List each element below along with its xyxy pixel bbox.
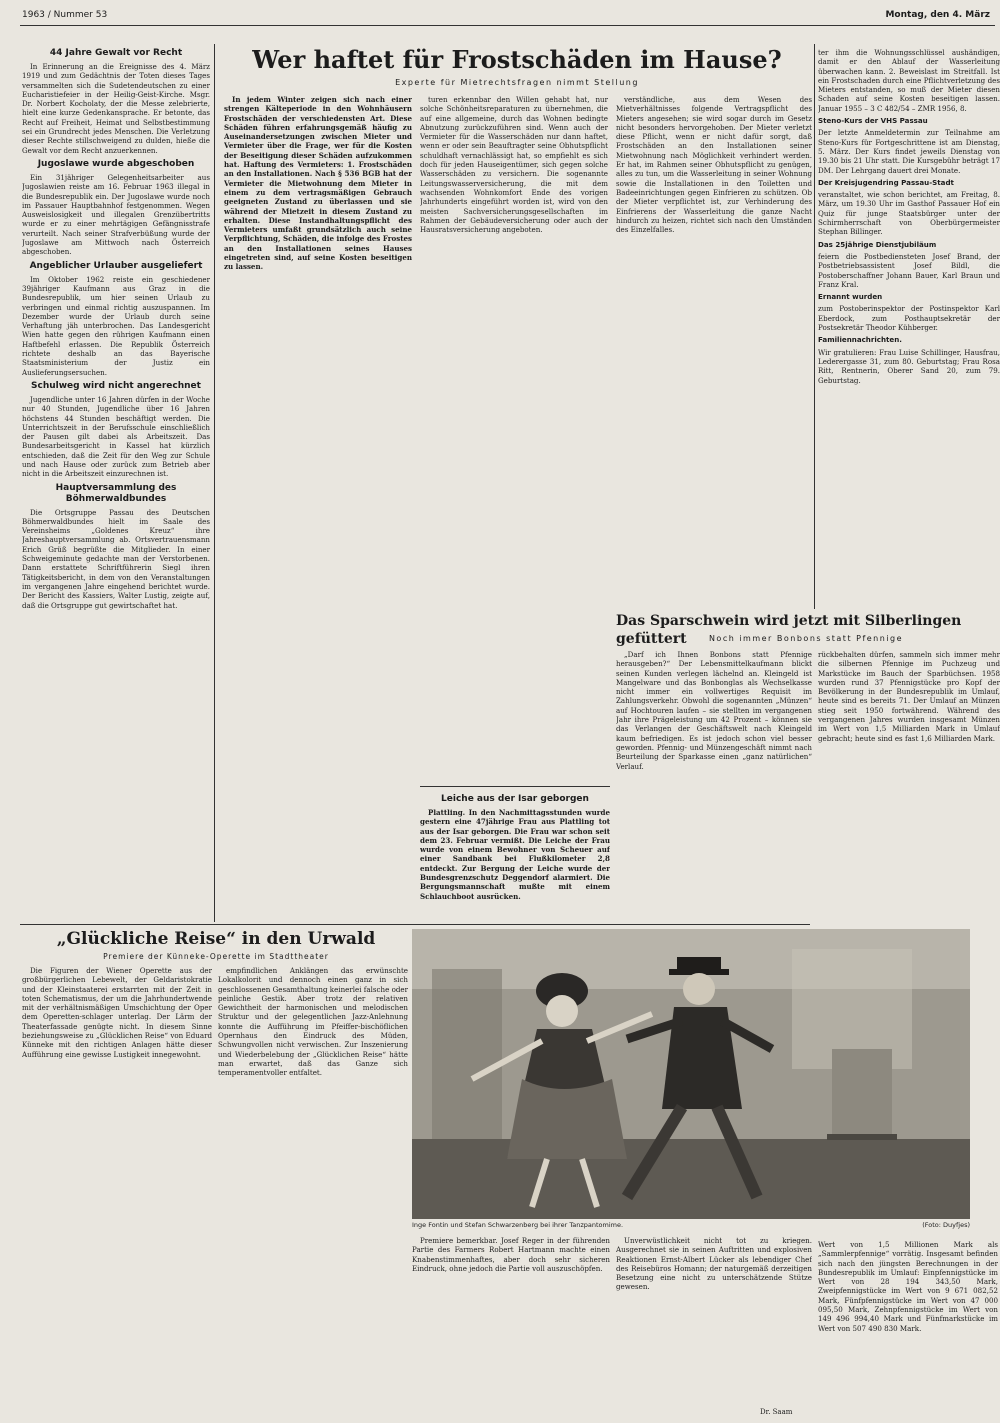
article-text: empfindlichen Anklängen das erwünschte Lokalkolorit und dennoch einen ganz in sich geschlossenen Gesamthaltung keinerlei falsche oder peinliche Gestik. Aber trotz der relativen Gewichtheit der harmonischen und melodischen Struktur und der gelegentlichen Jazz-Anlehnung konnte die Aufführung im Pfeiffer-bischöflichen Opernhaus den Eindruck des Müden, Schwungvollen nicht verwischen. Zur Inszenierung und Wiederbelebung der „Glücklichen Reise“ hätte man erwartet, daß das Ganze sich temperamentvoller entfaltet. [218, 966, 408, 1078]
article-text: Premiere bemerkbar. Josef Reger in der führenden Partie des Farmers Robert Hartmann machte einen Knabenstimmenhaftes, aber doch sehr sicheren Eindruck, ohne jedoch die Partie voll auszuschöpfen. [412, 1236, 610, 1273]
operetta-headline: „Glückliche Reise“ in den Urwald [56, 929, 376, 949]
frost-column-1 [224, 95, 412, 780]
article-text: In Erinnerung an die Ereignisse des 4. März 1919 und zum Gedächtnis der Toten dieses Tages versammelten sich die Sudetendeutschen zu einer Eucharistiefeier in der Heilig-Geist-Kirche. Msgr. Dr. Norbert Kocholaty, der die Messe zelebrierte, hielt eine kurze Gedenkansprache. Er betonte, das Recht auf Freiheit, Heimat und Selbstbestimmung sei ein Grundrecht jedes Menschen. Die Verletzung dieser Rechte stillschweigend zu dulden, hieße die Gewalt vor dem Recht anzuerkennen. [22, 62, 210, 155]
article-title: Schulweg wird nicht angerechnet [31, 380, 201, 391]
article-text: „Darf ich Ihnen Bonbons statt Pfennige herausgeben?“ Der Lebensmittelkaufmann blickt seinen Kunden verlegen lächelnd an. Kleingeld ist Mangelware und das Bonbonglas als Wechselkasse nicht immer ein vollwertiges Requisit im Zahlungsverkehr. Obwohl die sogenannten „Münzen“ auf Hochtouren laufen – sie stellten im vergangenen Jahr ihre Prägeleistung um 42 Prozent – können sie das Verlangen der Geschäftswelt nach Kleingeld kaum befriedigen. Es ist jedoch schon viel besser geworden. Pfennig- und Münzengeschäft nimmt nach Beurteilung der Sparkasse einen „ganz natürlichen“ Verlauf. [616, 650, 812, 771]
article-text: Ein 31jähriger Gelegenheitsarbeiter aus Jugoslawien reiste am 16. Februar 1963 illegal in die Bundesrepublik ein. Der Jugoslawe wurde noch im Passauer Hauptbahnhof festgenommen. Wegen Ausweislosigkeit und illegalen Grenzübertritts wurde er zu einer mehrtägigen Gefängnisstrafe verurteilt. Nach seiner Strafverbüßung wurde der Jugoslawe am Mittwoch nach Österreich abgeschoben. [22, 172, 210, 257]
article-text: verständliche, aus dem Wesen des Mietverhältnisses folgende Vertragspflicht des Mieters angesehen; sie wird sogar durch im Gesetz nicht besonders hervorgehoben. Der Mieter verletzt diese Pflicht, wenn er nicht dafür sorgt, daß Frostschäden an den Installationen seiner Mietwohnung nach Möglichkeit verhindert werden. Er hat, im Rahmen seiner Obhutspflicht zu genügen, alles zu tun, um die Wasserleitung in seiner Wohnung sowie die Installationen in den Toiletten und Badeeinrichtungen gegen Einfrieren zu schützen. Ob der Mieter verpflichtet ist, zur Verhinderung des Einfrierens der Wasserleitung die ganze Nacht hindurch zu heizen, richtet sich nach den Umständen des Einzelfalles. [616, 95, 812, 235]
article-title: Angeblicher Urlauber ausgeliefert [29, 260, 203, 271]
article-text: Die Figuren der Wiener Operette aus der großbürgerlichen Lebewelt, der Geldaristokratie und der Kleinstaaterei erstarrten mit der Zeit in toten Schematismus, der um die Jahrhundertwende mit der verhältnismäßigen Umschichtung der Oper dem Operetten-schlager unterlag. Der Lärm der Theaterfassade genügte nicht. In diesem Sinne beziehungsweise zu „Glücklichen Reise“ von Eduard Künneke mit den richtigen Anlagen hätte dieser Aufführung eine gewisse Lustigkeit innegewohnt. [22, 966, 212, 1059]
photo-caption-row [412, 1221, 970, 1229]
photo-caption: Inge Fontin und Stefan Schwarzenberg bei ihrer Tanzpantomime. [412, 1221, 624, 1229]
issue-date: Montag, den 4. März [885, 10, 990, 20]
article-text: Der letzte Anmeldetermin zur Teilnahme am Steno-Kurs für Fortgeschrittene ist am Dienstag, 5. März. Der Kurs findet jeweils Dienstag von 19.30 bis 21 Uhr statt. Die Kursgebühr beträgt 17 DM. Der Lehrgang dauert drei Monate. [818, 128, 1000, 175]
right-bottom-column [818, 1240, 998, 1415]
issue-number: 1963 / Nummer 53 [22, 10, 108, 20]
article-text: zum Postoberinspektor der Postinspektor Karl Eberdock, zum Posthauptsekretär der Postsekretär Theodor Kühberger. [818, 304, 1000, 333]
article-text: ter ihm die Wohnungsschlüssel aushändigen, damit er den Ablauf der Wasserleitung überwachen kann. 2. Beweislast im Streitfall. Ist ein Frostschaden durch eine Pflichtverletzung des Mieters entstanden, so muß der Mieter diesen Schaden auf seine Kosten beseitigen lassen. Januar 1955 – 3 C 482/54 – ZMR 1956, 8. [818, 48, 1000, 113]
article-text: veranstaltet, wie schon berichtet, am Freitag, 8. März, um 19.30 Uhr im Gasthof Passauer Hof ein Quiz für junge Staatsbürger unter der Schirmherrschaft von Oberbürgermeister Stephan Billinger. [818, 190, 1000, 237]
right-news-column [818, 48, 1000, 608]
operetta-column-1 [22, 966, 212, 1418]
masthead [22, 10, 990, 24]
photo-credit: (Foto: Duyfjes) [922, 1221, 970, 1229]
article-text: feiern die Postbediensteten Josef Brand, der Postbetriebsassistent Josef Bildl, die Postoberschaffner Johann Bauer, Karl Braun und Franz Kral. [818, 251, 1000, 289]
article-text: Wert von 1,5 Millionen Mark als „Sammlerpfennige“ vorrätig. Insgesamt befinden sich nach den jüngsten Berechnungen in der Bundesrepublik im Umlauf: Einpfennigstücke im Wert von 28 194 343,50 Mark, Zweipfennigstücke im Wert von 9 671 082,52 Mark, Fünfpfennigstücke im Wert von 47 000 095,50 Mark, Zehnpfennigstücke im Wert von 149 496 994,40 Mark und Fünfmarkstücke im Wert von 507 490 830 Mark. [818, 1240, 998, 1333]
article-text: turen erkennbar den Willen gehabt hat, nur solche Schönheitsreparaturen zu übernehmen, die auf eine allgemeine, durch das Wohnen bedingte Abnutzung zurückzuführen sind. Wenn auch der Vermieter für die Wasserschäden nur dann haftet, wenn er oder sein Beauftragter seine Obhutspflicht schuldhaft vernachlässigt hat, so empfiehlt es sich doch für jeden Hauseigentümer, sich gegen solche Wasserschäden zu versichern. Die sogenannte Leitungswasserversicherung, die mit dem wachsenden Wohnkomfort Ende des vorigen Jahrhunderts eingeführt worden ist, wird von den meisten Sachversicherungsgesellschaften im Rahmen der Gebäudeversicherung oder auch der Hausratsversicherung angeboten. [420, 95, 608, 235]
frost-column-3 [616, 95, 812, 600]
column-rule [214, 44, 215, 922]
section-rule [20, 924, 810, 925]
left-column [22, 44, 210, 924]
dance-photo [412, 929, 970, 1219]
article-text: Plattling. In den Nachmittagsstunden wurde gestern eine 47jährige Frau aus Plattling tot aus der Isar geborgen. Die Frau war schon seit dem 23. Februar vermißt. Die Leiche der Frau wurde von einem Bewohner von Scheuer auf einer Sandbank bei Flußkilometer 2,8 entdeckt. Zur Bergung der Leiche wurde der Bundesgrenzschutz Deggendorf alarmiert. Die Bergungsmannschaft mußte mit einem Schlauchboot ausrücken. [420, 808, 610, 901]
article-text: Wir gratulieren: Frau Luise Schillinger, Hausfrau, Lederergasse 31, zum 80. Geburtstag; Frau Rosa Ritt, Rentnerin, Oberer Sand 20, zum 79. Geburtstag. [818, 347, 1000, 385]
article-text: Unverwüstlichkeit nicht tot zu kriegen. Ausgerechnet sie in seinen Auftritten und explosiven Reaktionen Ernst-Albert Lücker als lebendiger Chef des Reisebüros Homann; der naturgemäß derzeitigen Besetzung eine nicht zu unterschätzende Stütze gewesen. [616, 1236, 812, 1292]
main-headline: Wer haftet für Frostschäden im Hause? [252, 45, 782, 74]
top-rule [20, 25, 995, 26]
dance-photo-illustration [412, 929, 970, 1219]
operetta-column-3 [412, 1236, 610, 1416]
article-title: Leiche aus der Isar geborgen [441, 794, 589, 804]
article-text: Im Oktober 1962 reiste ein geschiedener 39jähriger Kaufmann aus Graz in die Bundesrepublik, um hier seinen Urlaub zu verbringen und einmal richtig auszuspannen. Im Dezember wurde der Urlaub durch seine Verhaftung jäh unterbrochen. Das Landesgericht Wien hatte gegen den rührigen Kaufmann einen Haftbefehl erlassen. Die Republik Österreich richtete deshalb an das Bayerische Staatsministerium der Justiz ein Auslieferungsersuchen. [22, 274, 210, 377]
sparschwein-subline: Noch immer Bonbons statt Pfennige [708, 634, 904, 643]
article-text: In jedem Winter zeigen sich nach einer strengen Kälteperiode in den Wohnhäusern Frostschäden der verschiedensten Art. Diese Schäden führen erfahrungsgemäß häufig zu Auseinandersetzungen zwischen Mieter und Vermieter über die Frage, wer für die Kosten der Beseitigung dieser Schäden aufzukommen hat. Haftung des Vermieters: 1. Frostschäden an den Installationen. Nach § 536 BGB hat der Vermieter die Mietwohnung dem Mieter in einem zu dem vertragsmäßigen Gebrauch geeigneten Zustand zu überlassen und sie während der Mietzeit in diesem Zustand zu erhalten. Diese Instandhaltungspflicht des Vermieters umfaßt grundsätzlich auch seine Verpflichtung, Schäden, die infolge des Frostes an den Installationen seines Hauses eingetreten sind, auf seine Kosten beseitigen zu lassen. [224, 95, 412, 272]
sparschwein-headline: Das Sparschwein wird jetzt mit Silberlingen gefüttert [616, 613, 962, 647]
article-title: Jugoslawe wurde abgeschoben [37, 158, 195, 169]
article-title: 44 Jahre Gewalt vor Recht [49, 48, 183, 58]
operetta-column-2 [218, 966, 408, 1418]
news-title: Das 25jährige Dienstjubiläum [818, 239, 937, 249]
news-title: Ernannt wurden [818, 292, 883, 302]
frost-column-2 [420, 95, 608, 780]
article-title: Hauptversammlung des Böhmerwaldbundes [55, 482, 177, 504]
operetta-subline: Premiere der Künneke-Operette im Stadttheater [103, 952, 329, 961]
column-rule [814, 44, 815, 609]
main-subline: Experte für Mietrechtsfragen nimmt Stellung [395, 78, 639, 87]
news-title: Der Kreisjugendring Passau-Stadt [818, 177, 954, 187]
sparschwein-column [616, 650, 812, 920]
article-text: rückbehalten dürfen, sammeln sich immer mehr die silbernen Pfennige im Puchzeug und Markstücke im Bauch der Sparbüchsen. 1958 wurden rund 37 Pfennigstücke pro Kopf der Bevölkerung in der Bundesrepublik im Umlauf, heute sind es bereits 71. Der Umlauf an Münzen stieg seit 1950 fortwährend. Während des vergangenen Jahres wurden insgesamt Münzen im Wert von 1,5 Milliarden Mark in Umlauf gebracht; heute sind es fast 1,6 Milliarden Mark. [818, 650, 1000, 743]
news-title: Steno-Kurs der VHS Passau [818, 116, 928, 126]
article-text: Die Ortsgruppe Passau des Deutschen Böhmerwaldbundes hielt im Saale des Vereinsheims „Goldenes Kreuz“ ihre Jahreshauptversammlung ab. Ortsvertrauensmann Erich Grüß begrüßte die Mitglieder. In einer Schweigeminute gedachte man der Verstorbenen. Dann erstattete Schriftführerin Siegl ihren Tätigkeitsbericht, in dem von den Veranstaltungen im vergangenen Jahre eingehend berichtet wurde. Der Bericht des Kassiers, Walter Lustig, zeigte auf, daß die Ortsgruppe gut gewirtschaftet hat. [22, 507, 210, 610]
isar-article [420, 790, 610, 920]
article-text: Jugendliche unter 16 Jahren dürfen in der Woche nur 40 Stunden, Jugendliche über 16 Jahren höchstens 44 Stunden beschäftigt werden. Die Unterrichtszeit in der Berufsschule einschließlich der Pausen gilt dabei als Arbeitszeit. Das Bundesarbeitsgericht in Kassel hat kürzlich entschieden, daß die Zeit für den Weg zur Schule und nach Hause oder zurück zum Betrieb aber nicht in die Arbeitszeit einzurechnen ist. [22, 394, 210, 479]
news-title: Familiennachrichten. [818, 335, 902, 345]
author-signature: Dr. Saam [760, 1408, 793, 1416]
box-rule [420, 786, 610, 787]
operetta-column-4 [616, 1236, 812, 1408]
